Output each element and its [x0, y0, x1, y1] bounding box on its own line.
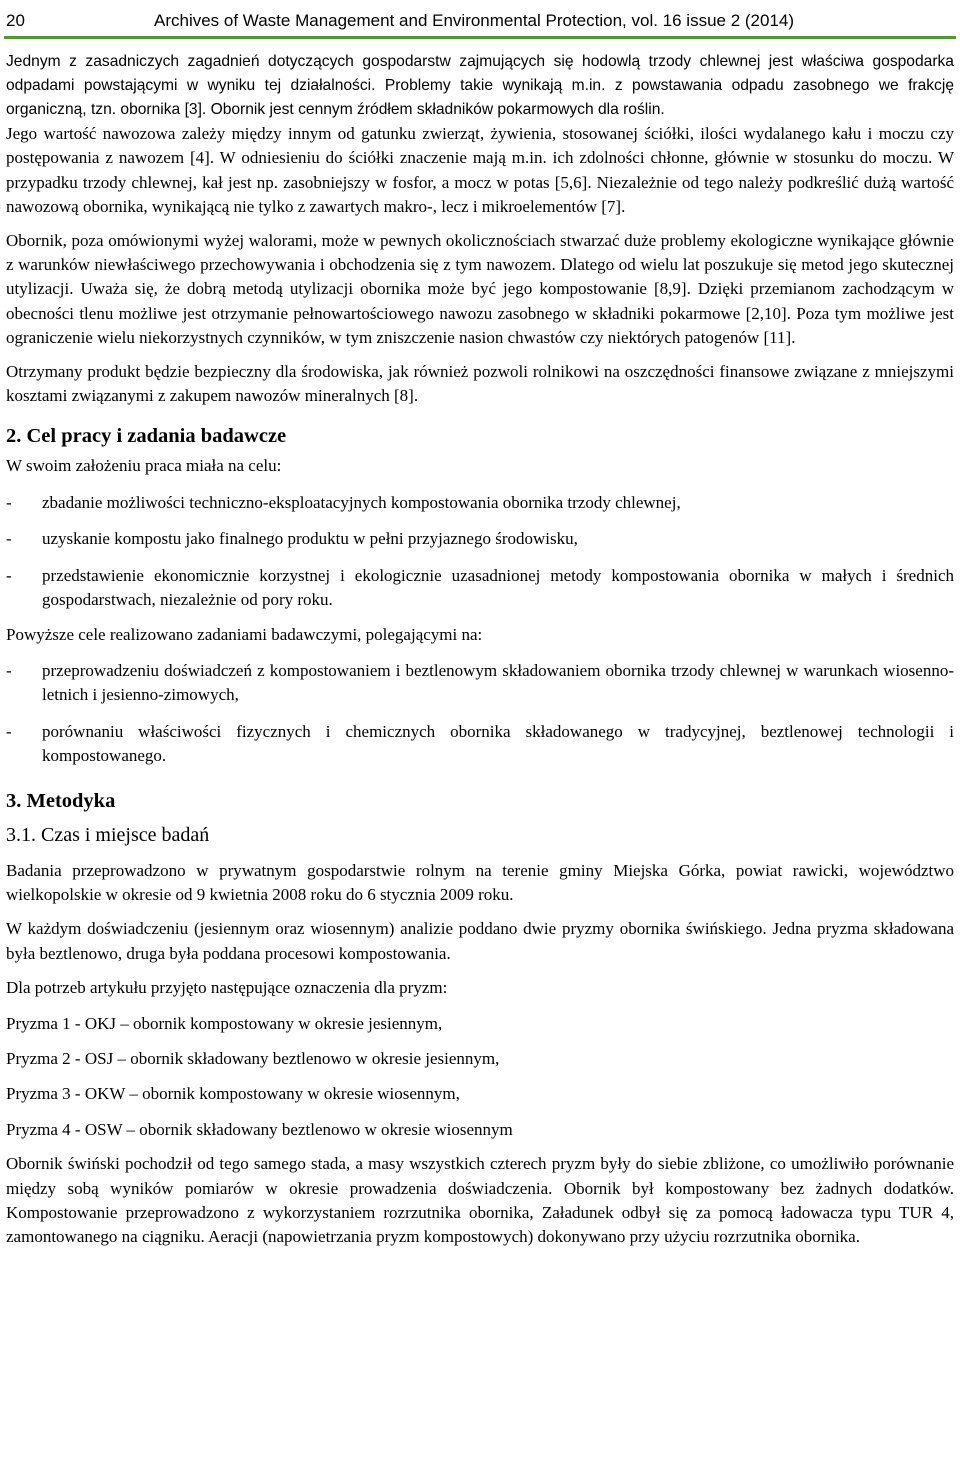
intro-paragraph-2: Jego wartość nawozowa zależy między innym od gatunku zwierząt, żywienia, stosowanej ściółki, ilości wydalanego kału i moczu czy postępowania z nawozem [4]. W odniesieniu do ściółki znaczenie mają m.in. ich zdolności chłonne, głównie w stosunku do moczu. W przypadku trzody chlewnej, kał jest np. zasobniejszy w fosfor, a mocz w potas [5,6]. Niezależnie od tego należy podkreślić dużą wartość nawozową obornika, wynikającą nie tylko z zawartych makro-, lecz i mikroelementów [7]. [6, 124, 954, 217]
aims-intro: W swoim założeniu praca miała na celu: [6, 456, 282, 476]
section-3-1-heading: 3.1. Czas i miejsce badań [6, 823, 210, 846]
section-2-heading: 2. Cel pracy i zadania badawcze [6, 425, 287, 448]
aim-item-1-text: zbadanie możliwości techniczno-eksploatacyjnych kompostowania obornika trzody chlewnej, [42, 492, 681, 512]
prism-3: Pryzma 3 - OKW – obornik kompostowany w okresie wiosennym, [6, 1084, 460, 1104]
list-dash: - [6, 660, 12, 680]
page-number: 20 [6, 11, 25, 30]
aim-item-1 [6, 491, 954, 515]
aim-item-3-text: przedstawienie ekonomicznie korzystnej i ekologicznie uzasadnionej metody kompostowania obornika w małych i średnich gospodarstwach, niezależnie od pory roku. [42, 565, 954, 610]
list-dash: - [6, 529, 12, 549]
method-paragraph-3: Dla potrzeb artykułu przyjęto następujące oznaczenia dla pryzm: [6, 978, 448, 998]
intro-paragraph-4: Otrzymany produkt będzie bezpieczny dla środowiska, jak również pozwoli rolnikowi na oszczędności finansowe związane z mniejszymi kosztami związanymi z zakupem nawozów mineralnych [8]. [6, 361, 954, 406]
list-dash: - [6, 565, 12, 585]
task-item-1 [6, 659, 954, 708]
intro-paragraph-3: Obornik, poza omówionymi wyżej walorami, może w pewnych okolicznościach stwarzać duże problemy ekologiczne wynikające głównie z warunków niewłaściwego przechowywania i obchodzenia się z tym nawozem. Dlatego od wielu lat poszukuje się metod jego skutecznej utylizacji. Uważa się, że dobrą metodą utylizacji obornika może być jego kompostowanie [8,9]. Dzięki przemianom zachodzącym w obecności tlenu możliwe jest otrzymanie pełnowartościowego nawozu zasobnego w składniki pokarmowe [2,10]. Poza tym możliwe jest ograniczenie wielu niekorzystnych czynników, w tym zniszczenie nasion chwastów czy niektórych patogenów [11]. [6, 230, 954, 348]
task-item-2 [6, 720, 954, 769]
section-3-heading: 3. Metodyka [6, 789, 116, 812]
task-item-1-text: przeprowadzeniu doświadczeń z kompostowaniem i beztlenowym składowaniem obornika trzody chlewnej w warunkach wiosenno-letnich i jesienno-zimowych, [42, 660, 954, 705]
intro-paragraph-1-text: Jednym z zasadniczych zagadnień dotyczących gospodarstw zajmujących się hodowlą trzody chlewnej jest właściwa gospodarka odpadami powstającymi w wyniku tej działalności. Problemy takie wynikają m.in. z powstawania odpadu zasobnego we frakcję organiczną, tzn. obornika [3]. Obornik jest cennym źródłem składników pokarmowych dla roślin. [6, 53, 954, 118]
method-paragraph-4: Obornik świński pochodził od tego samego stada, a masy wszystkich czterech pryzm były do siebie zbliżone, co umożliwiło porównanie między sobą wyników pomiarów w okresie prowadzenia doświadczenia. Obornik był kompostowany bez żadnych dodatków. Kompostowanie przeprowadzono z wykorzystaniem rozrzutnika obornika, Załadunek odbył się za pomocą ładowacza typu TUR 4, zamontowanego na ciągniku. Aeracji (napowietrzania pryzm kompostowych) dokonywano przy użyciu rozrzutnika obornika. [6, 1154, 954, 1247]
aim-item-2-text: uzyskanie kompostu jako finalnego produktu w pełni przyjaznego środowisku, [42, 529, 578, 549]
aim-item-2 [6, 527, 954, 551]
tasks-intro: Powyższe cele realizowano zadaniami badawczymi, polegającymi na: [6, 624, 483, 644]
header-rule [4, 36, 956, 39]
intro-paragraph-1 [6, 50, 954, 122]
method-paragraph-2: W każdym doświadczeniu (jesiennym oraz wiosennym) analizie poddano dwie pryzmy obornika świńskiego. Jedna pryzma składowana była beztlenowo, druga była poddana procesowi kompostowania. [6, 919, 954, 963]
journal-title: Archives of Waste Management and Environmental Protection, vol. 16 issue 2 (2014) [154, 11, 795, 30]
task-item-2-text: porównaniu właściwości fizycznych i chemicznych obornika składowanego w tradycyjnej, beztlenowej technologii i kompostowanego. [42, 721, 954, 766]
page-header [4, 6, 956, 36]
prism-2: Pryzma 2 - OSJ – obornik składowany beztlenowo w okresie jesiennym, [6, 1048, 500, 1068]
method-paragraph-1: Badania przeprowadzono w prywatnym gospodarstwie rolnym na terenie gminy Miejska Górka, powiat rawicki, województwo wielkopolskie w okresie od 9 kwietnia 2008 roku do 6 stycznia 2009 roku. [6, 860, 954, 904]
prism-1: Pryzma 1 - OKJ – obornik kompostowany w okresie jesiennym, [6, 1013, 443, 1033]
list-dash: - [6, 721, 12, 741]
list-dash: - [6, 492, 12, 512]
page-body [6, 50, 954, 1250]
prism-4: Pryzma 4 - OSW – obornik składowany beztlenowo w okresie wiosennym [6, 1119, 513, 1139]
aim-item-3 [6, 564, 954, 613]
